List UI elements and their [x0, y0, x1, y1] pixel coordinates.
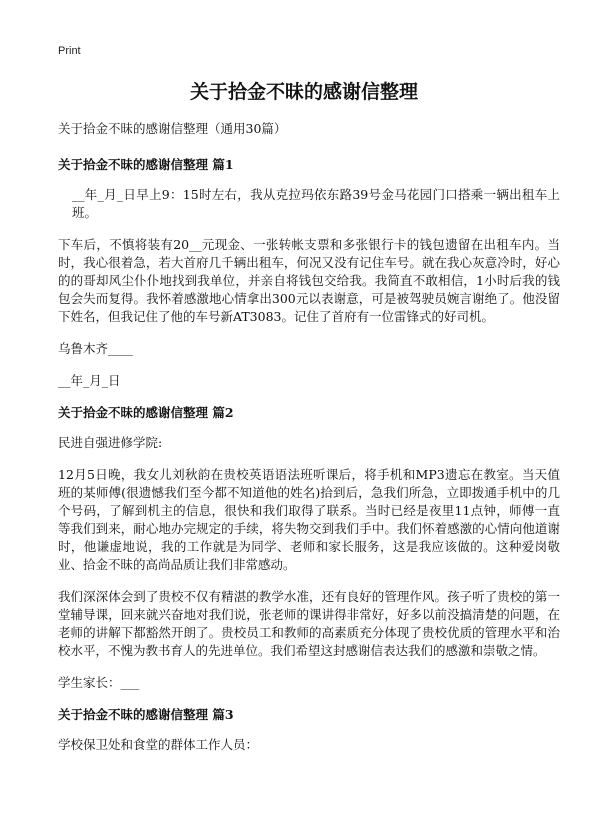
signature-place: 乌鲁木齐____: [58, 341, 134, 356]
salutation: 学校保卫处和食堂的群体工作人员：: [58, 737, 259, 752]
paragraph: 下车后，不慎将装有20__元现金、一张转帐支票和多张银行卡的钱包遗留在出租车内。当时，我心很着急，若大首府几千辆出租车，何况又没有记住车号。就在我心灰意冷时，好心的的哥却风尘仆仆地找到我单位，并亲自将钱包交给我。我简直不敢相信，1小时后我的钱包会失而复得。我怀着感激地心情拿出300元以表谢意，可是被驾驶员婉言谢绝了。他没留下姓名，但我记住了他的车号新AT3083。记住了首府有一位雷锋式的好司机。: [58, 237, 560, 324]
print-label: Print: [58, 45, 81, 57]
signature-date: __年_月_日: [58, 373, 121, 388]
section-heading-2: 关于拾金不昧的感谢信整理 篇2: [58, 405, 234, 420]
paragraph: 12月5日晚，我女儿刘秋韵在贵校英语语法班听课后，将手机和MP3遗忘在教室。当天值班的某师傅(很遗憾我们至今都不知道他的姓名)拾到后，急我们所急，立即拨通手机中的几个号码，了解到机主的信息，很快和我们取得了联系。当时已经是夜里11点钟，师傅一直等我们到来，耐心地办完规定的手续，将失物交到我们手中。我们怀着感激的心情向他道谢时，他谦虚地说，我的工作就是为同学、老师和家长服务，这是我应该做的。这种爱岗敬业、拾金不昧的高尚品质让我们非常感动。: [58, 467, 560, 572]
paragraph: 我们深深体会到了贵校不仅有精湛的教学水准，还有良好的管理作风。孩子听了贵校的第一堂辅导课，回来就兴奋地对我们说，张老师的课讲得非常好，好多以前没搞清楚的问题，在老师的讲解下都豁然开朗了。贵校员工和教师的高素质充分体现了贵校优质的管理水平和治校水平，不愧为教书育人的先进单位。我们希望这封感谢信表达我们的感激和崇敬之情。: [58, 589, 560, 658]
section-heading-3: 关于拾金不昧的感谢信整理 篇3: [58, 707, 234, 722]
section-heading-1: 关于拾金不昧的感谢信整理 篇1: [58, 157, 234, 172]
document-title: 关于拾金不昧的感谢信整理: [189, 81, 418, 103]
document-subtitle: 关于拾金不昧的感谢信整理（通用30篇）: [58, 121, 287, 136]
salutation: 民进自强进修学院:: [58, 435, 163, 450]
paragraph: __年_月_日早上9：15时左右，我从克拉玛依东路39号金马花园门口搭乘一辆出租车上班。: [72, 187, 560, 220]
signature-parent: 学生家长：___: [58, 675, 140, 690]
